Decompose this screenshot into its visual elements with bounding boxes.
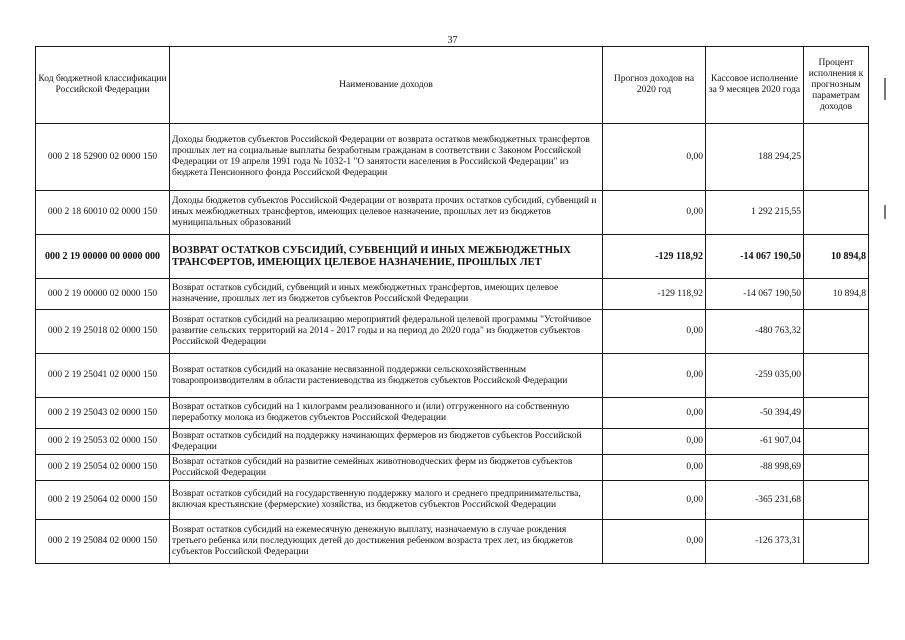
row-cash: -88 998,69: [706, 455, 804, 481]
row-code: 000 2 18 60010 02 0000 150: [36, 191, 170, 235]
row-code: 000 2 18 52900 02 0000 150: [36, 124, 170, 191]
row-cash: -50 394,49: [706, 398, 804, 429]
row-cash: -14 067 190,50: [706, 279, 804, 310]
row-forecast: 0,00: [603, 354, 706, 398]
row-code: 000 2 19 25064 02 0000 150: [36, 481, 170, 520]
row-code: 000 2 19 25053 02 0000 150: [36, 429, 170, 455]
row-name: Возврат остатков субсидий на оказание несвязанной поддержки сельскохозяйственным товаропроизводителям в области растениеводства из бюджетов субъектов Российской Федерации: [170, 354, 603, 398]
table-row: [36, 455, 869, 481]
row-code: 000 2 19 25041 02 0000 150: [36, 354, 170, 398]
row-forecast: 0,00: [603, 398, 706, 429]
row-name: Возврат остатков субсидий на 1 килограмм реализованного и (или) отгруженного на собственную переработку молока из бюджетов субъектов Российской Федерации: [170, 398, 603, 429]
row-name: Возврат остатков субсидий на поддержку начинающих фермеров из бюджетов субъектов Российской Федерации: [170, 429, 603, 455]
row-percent: [804, 520, 869, 564]
row-percent: 10 894,8: [804, 235, 869, 279]
table-row: [36, 398, 869, 429]
row-name: Доходы бюджетов субъектов Российской Федерации от возврата остатков межбюджетных трансфертов прошлых лет на социальные выплаты безработным гражданам в соответствии с Законом Российской Федерации от 19 апреля 1991 года № 1032-1 "О занятости населения в Российской Федерации" из бюджета Пенсионного фонда Российской Федерации: [170, 124, 603, 191]
revenue-table: [35, 46, 869, 564]
header-name: Наименование доходов: [170, 47, 603, 124]
scan-mark: [884, 205, 886, 219]
row-code: 000 2 19 25018 02 0000 150: [36, 310, 170, 354]
row-percent: [804, 398, 869, 429]
row-name: Возврат остатков субсидий на государственную поддержку малого и среднего предпринимательства, включая крестьянские (фермерские) хозяйства, из бюджетов субъектов Российской Федерации: [170, 481, 603, 520]
row-name: Возврат остатков субсидий на развитие семейных животноводческих ферм из бюджетов субъектов Российской Федерации: [170, 455, 603, 481]
row-code: 000 2 19 25084 02 0000 150: [36, 520, 170, 564]
row-cash: 188 294,25: [706, 124, 804, 191]
row-percent: [804, 124, 869, 191]
scan-mark: [884, 78, 886, 100]
row-code: 000 2 19 00000 02 0000 150: [36, 279, 170, 310]
row-forecast: 0,00: [603, 481, 706, 520]
row-percent: [804, 191, 869, 235]
row-name: Возврат остатков субсидий на ежемесячную денежную выплату, назначаемую в случае рождения третьего ребенка или последующих детей до достижения ребенком возраста трех лет, из бюджетов субъектов Российской Федерации: [170, 520, 603, 564]
table-row: [36, 191, 869, 235]
row-forecast: 0,00: [603, 520, 706, 564]
table-row: [36, 279, 869, 310]
row-code: 000 2 19 00000 00 0000 000: [36, 235, 170, 279]
row-code: 000 2 19 25043 02 0000 150: [36, 398, 170, 429]
row-forecast: 0,00: [603, 455, 706, 481]
table-row: [36, 354, 869, 398]
row-forecast: -129 118,92: [603, 279, 706, 310]
header-code: Код бюджетной классификации Российской Федерации: [36, 47, 170, 124]
table-body: [36, 124, 869, 564]
row-forecast: 0,00: [603, 429, 706, 455]
table-row: [36, 235, 869, 279]
row-forecast: 0,00: [603, 124, 706, 191]
row-percent: [804, 354, 869, 398]
row-percent: [804, 455, 869, 481]
row-forecast: 0,00: [603, 191, 706, 235]
row-percent: [804, 429, 869, 455]
row-forecast: -129 118,92: [603, 235, 706, 279]
row-percent: 10 894,8: [804, 279, 869, 310]
row-cash: -259 035,00: [706, 354, 804, 398]
row-cash: -14 067 190,50: [706, 235, 804, 279]
row-name: Возврат остатков субсидий, субвенций и иных межбюджетных трансфертов, имеющих целевое назначение, прошлых лет из бюджетов субъектов Российской Федерации: [170, 279, 603, 310]
row-percent: [804, 310, 869, 354]
row-percent: [804, 481, 869, 520]
header-forecast: Прогноз доходов на 2020 год: [603, 47, 706, 124]
row-name: Доходы бюджетов субъектов Российской Федерации от возврата прочих остатков субсидий, субвенций и иных межбюджетных трансфертов, имеющих целевое назначение, прошлых лет из бюджетов муниципальных образований: [170, 191, 603, 235]
table-row: [36, 310, 869, 354]
table-row: [36, 124, 869, 191]
row-cash: -61 907,04: [706, 429, 804, 455]
row-cash: -480 763,32: [706, 310, 804, 354]
header-percent: Процент исполнения к прогнозным параметрам доходов: [804, 47, 869, 124]
table-row: [36, 429, 869, 455]
row-code: 000 2 19 25054 02 0000 150: [36, 455, 170, 481]
table-row: [36, 520, 869, 564]
row-cash: -365 231,68: [706, 481, 804, 520]
table-header-row: [36, 47, 869, 124]
row-forecast: 0,00: [603, 310, 706, 354]
row-cash: -126 373,31: [706, 520, 804, 564]
row-name: Возврат остатков субсидий на реализацию мероприятий федеральной целевой программы "Устойчивое развитие сельских территорий на 2014 - 2017 годы и на период до 2020 года" из бюджетов субъектов Российской Федерации: [170, 310, 603, 354]
page-number: 37: [447, 35, 458, 46]
row-cash: 1 292 215,55: [706, 191, 804, 235]
header-cash: Кассовое исполнение за 9 месяцев 2020 года: [706, 47, 804, 124]
table-row: [36, 481, 869, 520]
row-name: ВОЗВРАТ ОСТАТКОВ СУБСИДИЙ, СУБВЕНЦИЙ И ИНЫХ МЕЖБЮДЖЕТНЫХ ТРАНСФЕРТОВ, ИМЕЮЩИХ ЦЕЛЕВОЕ НАЗНАЧЕНИЕ, ПРОШЛЫХ ЛЕТ: [170, 235, 603, 279]
